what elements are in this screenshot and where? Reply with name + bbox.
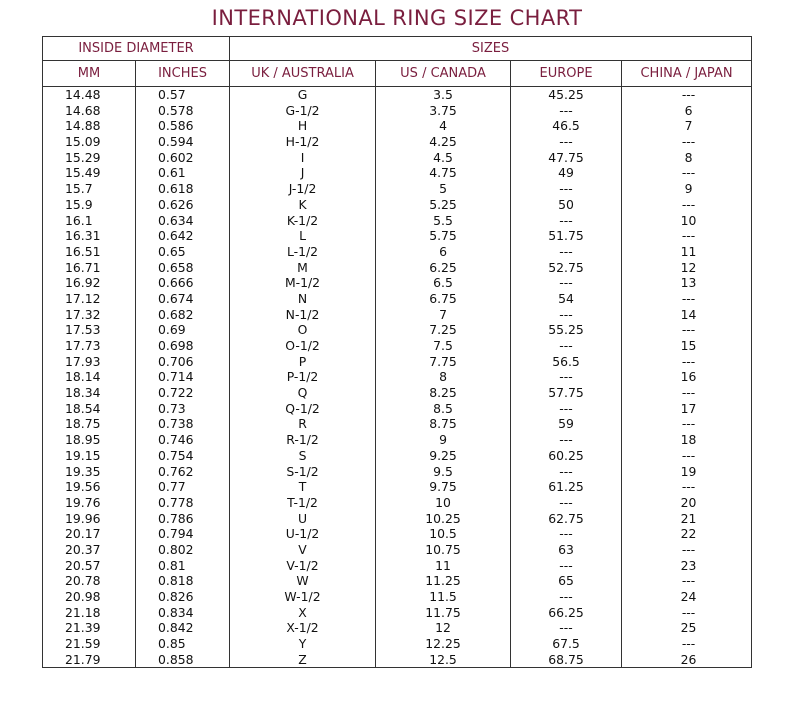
cell-uk-australia: J-1/2 <box>288 181 317 197</box>
cell-uk-australia: H <box>297 118 308 134</box>
cell-us-canada: 10.25 <box>425 510 461 526</box>
cell-europe: 67.5 <box>552 636 580 652</box>
cell-china-japan: 15 <box>680 338 697 353</box>
cell-mm: 20.57 <box>65 557 101 573</box>
cell-uk-australia: G <box>297 87 308 102</box>
cell-us-canada: 6.5 <box>433 275 453 291</box>
cell-us-canada: 6.25 <box>429 259 457 275</box>
cell-us-canada: 9.75 <box>429 479 457 495</box>
cell-us-canada: 7.5 <box>433 338 453 353</box>
cell-us-canada: 4 <box>439 118 447 134</box>
cell-inches: 0.77 <box>158 479 186 495</box>
cell-us-canada: 4.5 <box>433 149 453 165</box>
cell-inches: 0.594 <box>158 134 194 150</box>
cell-us-canada: 9.25 <box>429 447 457 463</box>
cell-mm: 17.73 <box>65 338 101 353</box>
cell-inches: 0.842 <box>158 620 194 636</box>
cell-china-japan: 6 <box>684 102 693 118</box>
cell-us-canada: 8.75 <box>429 416 457 432</box>
cell-mm: 18.95 <box>65 432 101 448</box>
cell-mm: 14.68 <box>65 102 101 118</box>
cell-mm: 20.78 <box>65 573 101 589</box>
cell-europe: 54 <box>558 290 574 306</box>
cell-uk-australia: L-1/2 <box>286 243 319 259</box>
cell-europe: 60.25 <box>548 447 584 463</box>
cell-inches: 0.682 <box>158 306 194 322</box>
cell-mm: 14.88 <box>65 118 101 134</box>
cell-uk-australia: N-1/2 <box>285 306 320 322</box>
cell-europe: 52.75 <box>548 259 584 275</box>
column-header-row <box>43 61 752 87</box>
cell-inches: 0.57 <box>158 87 186 102</box>
cell-mm: 19.96 <box>65 510 101 526</box>
cell-inches: 0.802 <box>158 541 194 557</box>
cell-china-japan: --- <box>681 196 696 212</box>
cell-inches: 0.714 <box>158 369 194 385</box>
cell-uk-australia: K-1/2 <box>286 212 319 228</box>
cell-europe: 47.75 <box>548 149 584 165</box>
column-mm <box>43 87 136 668</box>
cell-uk-australia: O-1/2 <box>285 338 320 353</box>
cell-europe: 65 <box>558 573 574 589</box>
cell-inches: 0.746 <box>158 432 194 448</box>
cell-europe: 63 <box>558 541 574 557</box>
cell-mm: 15.9 <box>65 196 93 212</box>
col-header-uk-australia: UK / AUSTRALIA <box>230 61 376 87</box>
cell-europe: --- <box>559 338 573 353</box>
cell-uk-australia: R-1/2 <box>286 432 319 448</box>
cell-china-japan: 23 <box>680 557 697 573</box>
cell-inches: 0.826 <box>158 589 194 604</box>
cell-mm: 21.39 <box>65 620 101 636</box>
cell-mm: 16.92 <box>65 275 101 291</box>
column-china-japan <box>622 87 752 668</box>
cell-inches: 0.586 <box>158 118 194 134</box>
cell-china-japan: --- <box>681 165 696 181</box>
cell-us-canada: 11.5 <box>429 589 457 604</box>
cell-europe: --- <box>559 212 573 228</box>
cell-us-canada: 3.5 <box>433 87 453 102</box>
cell-uk-australia: V-1/2 <box>286 557 319 573</box>
cell-inches: 0.706 <box>158 353 194 369</box>
cell-china-japan: 16 <box>680 369 697 385</box>
cell-uk-australia: X-1/2 <box>286 620 319 636</box>
cell-inches: 0.658 <box>158 259 194 275</box>
cell-mm: 20.17 <box>65 526 101 542</box>
cell-inches: 0.698 <box>158 338 194 353</box>
cell-china-japan: --- <box>681 385 696 401</box>
cell-china-japan: 11 <box>680 243 697 259</box>
cell-uk-australia: Z <box>298 651 307 667</box>
cell-china-japan: --- <box>681 416 696 432</box>
cell-china-japan: 25 <box>680 620 697 636</box>
cell-china-japan: --- <box>681 228 696 244</box>
cell-inches: 0.834 <box>158 604 194 620</box>
cell-uk-australia: Y <box>298 636 307 652</box>
cell-uk-australia: X <box>298 604 307 620</box>
cell-europe: --- <box>559 526 573 542</box>
cell-us-canada: 12.5 <box>429 651 457 667</box>
cell-uk-australia: U <box>297 510 308 526</box>
cell-us-canada: 10.5 <box>429 526 457 542</box>
cell-us-canada: 7.75 <box>429 353 457 369</box>
cell-us-canada: 8.5 <box>433 400 453 416</box>
cell-mm: 18.54 <box>65 400 101 416</box>
cell-europe: 51.75 <box>548 228 584 244</box>
cell-europe: --- <box>559 275 573 291</box>
cell-europe: 46.5 <box>552 118 580 134</box>
cell-uk-australia: T-1/2 <box>287 494 318 510</box>
cell-mm: 15.29 <box>65 149 101 165</box>
cell-us-canada: 8 <box>439 369 447 385</box>
cell-inches: 0.754 <box>158 447 194 463</box>
column-us-canada <box>376 87 511 668</box>
cell-us-canada: 9.5 <box>433 463 453 479</box>
cell-mm: 20.98 <box>65 589 101 604</box>
cell-europe: --- <box>559 432 573 448</box>
cell-china-japan: 26 <box>680 651 697 667</box>
cell-inches: 0.642 <box>158 228 194 244</box>
cell-mm: 19.35 <box>65 463 101 479</box>
cell-us-canada: 11 <box>435 557 451 573</box>
cell-us-canada: 12 <box>435 620 451 636</box>
cell-uk-australia: P-1/2 <box>286 369 319 385</box>
cell-mm: 18.75 <box>65 416 101 432</box>
cell-us-canada: 10.75 <box>425 541 461 557</box>
cell-europe: 61.25 <box>548 479 584 495</box>
cell-inches: 0.666 <box>158 275 194 291</box>
cell-us-canada: 5.75 <box>429 228 457 244</box>
cell-uk-australia: R <box>298 416 307 432</box>
cell-china-japan: --- <box>681 322 696 338</box>
cell-inches: 0.618 <box>158 181 194 197</box>
cell-china-japan: --- <box>681 636 696 652</box>
cell-uk-australia: W <box>296 573 309 589</box>
col-header-europe: EUROPE <box>511 61 622 87</box>
cell-uk-australia: Q <box>297 385 308 401</box>
cell-china-japan: --- <box>681 87 696 102</box>
col-header-china-japan: CHINA / JAPAN <box>622 61 752 87</box>
cell-europe: --- <box>559 400 573 416</box>
cell-inches: 0.858 <box>158 651 194 667</box>
cell-us-canada: 6 <box>439 243 447 259</box>
col-header-inches: INCHES <box>136 61 230 87</box>
cell-uk-australia: S-1/2 <box>286 463 319 479</box>
cell-inches: 0.69 <box>158 322 186 338</box>
cell-mm: 18.34 <box>65 385 101 401</box>
cell-china-japan: --- <box>681 479 696 495</box>
cell-china-japan: 19 <box>680 463 697 479</box>
cell-china-japan: --- <box>681 290 696 306</box>
cell-uk-australia: H-1/2 <box>285 134 320 150</box>
cell-mm: 21.59 <box>65 636 101 652</box>
cell-uk-australia: J <box>300 165 305 181</box>
cell-europe: --- <box>559 463 573 479</box>
cell-china-japan: --- <box>681 353 696 369</box>
cell-europe: --- <box>559 134 573 150</box>
cell-inches: 0.738 <box>158 416 194 432</box>
cell-mm: 16.31 <box>65 228 101 244</box>
cell-uk-australia: W-1/2 <box>284 589 321 604</box>
cell-uk-australia: M <box>297 259 308 275</box>
cell-inches: 0.578 <box>158 102 194 118</box>
cell-inches: 0.786 <box>158 510 194 526</box>
cell-europe: --- <box>559 243 573 259</box>
cell-mm: 21.79 <box>65 651 101 667</box>
cell-mm: 19.15 <box>65 447 101 463</box>
cell-china-japan: --- <box>681 573 696 589</box>
cell-us-canada: 12.25 <box>425 636 461 652</box>
cell-europe: --- <box>559 102 573 118</box>
cell-inches: 0.778 <box>158 494 194 510</box>
cell-uk-australia: O <box>297 322 308 338</box>
cell-china-japan: --- <box>681 541 696 557</box>
cell-mm: 17.32 <box>65 306 101 322</box>
cell-inches: 0.674 <box>158 290 194 306</box>
cell-europe: 45.25 <box>548 87 584 102</box>
cell-uk-australia: K <box>298 196 307 212</box>
cell-inches: 0.602 <box>158 149 194 165</box>
cell-uk-australia: P <box>298 353 307 369</box>
cell-mm: 21.18 <box>65 604 101 620</box>
cell-inches: 0.762 <box>158 463 194 479</box>
cell-us-canada: 5 <box>439 181 447 197</box>
cell-inches: 0.794 <box>158 526 194 542</box>
cell-europe: 56.5 <box>552 353 580 369</box>
cell-europe: --- <box>559 181 573 197</box>
col-header-mm: MM <box>43 61 136 87</box>
cell-mm: 20.37 <box>65 541 101 557</box>
col-header-us-canada: US / CANADA <box>376 61 511 87</box>
cell-uk-australia: Q-1/2 <box>285 400 320 416</box>
cell-china-japan: --- <box>681 447 696 463</box>
cell-mm: 14.48 <box>65 87 101 102</box>
cell-china-japan: 14 <box>680 306 697 322</box>
cell-uk-australia: G-1/2 <box>285 102 320 118</box>
chart-title: INTERNATIONAL RING SIZE CHART <box>211 6 583 30</box>
cell-us-canada: 5.5 <box>433 212 453 228</box>
cell-mm: 16.71 <box>65 259 101 275</box>
cell-inches: 0.81 <box>158 557 186 573</box>
cell-mm: 16.1 <box>65 212 93 228</box>
cell-mm: 19.56 <box>65 479 101 495</box>
cell-china-japan: --- <box>681 604 696 620</box>
cell-mm: 15.7 <box>65 181 93 197</box>
cell-us-canada: 9 <box>439 432 447 448</box>
cell-china-japan: 18 <box>680 432 697 448</box>
cell-europe: 49 <box>558 165 574 181</box>
cell-us-canada: 10 <box>435 494 451 510</box>
cell-uk-australia: I <box>300 149 305 165</box>
cell-us-canada: 4.25 <box>429 134 457 150</box>
cell-inches: 0.85 <box>158 636 186 652</box>
ring-size-table <box>42 36 752 668</box>
cell-europe: --- <box>559 494 573 510</box>
cell-us-canada: 11.75 <box>425 604 461 620</box>
cell-mm: 17.53 <box>65 322 101 338</box>
cell-uk-australia: V <box>298 541 307 557</box>
cell-mm: 19.76 <box>65 494 101 510</box>
cell-china-japan: 9 <box>684 181 693 197</box>
group-header-row <box>43 37 752 61</box>
cell-us-canada: 6.75 <box>429 290 457 306</box>
cell-uk-australia: L <box>299 228 306 244</box>
cell-us-canada: 4.75 <box>429 165 457 181</box>
cell-china-japan: 20 <box>680 494 697 510</box>
table-body <box>43 87 752 668</box>
cell-us-canada: 5.25 <box>429 196 457 212</box>
cell-europe: 68.75 <box>548 651 584 667</box>
cell-mm: 18.14 <box>65 369 101 385</box>
cell-us-canada: 7.25 <box>429 322 457 338</box>
cell-us-canada: 7 <box>439 306 447 322</box>
cell-inches: 0.65 <box>158 243 186 259</box>
column-europe <box>511 87 622 668</box>
cell-inches: 0.722 <box>158 385 194 401</box>
cell-us-canada: 8.25 <box>429 385 457 401</box>
column-uk-australia <box>230 87 376 668</box>
cell-europe: --- <box>559 369 573 385</box>
cell-europe: 57.75 <box>548 385 584 401</box>
cell-mm: 15.09 <box>65 134 101 150</box>
cell-china-japan: --- <box>681 134 696 150</box>
cell-inches: 0.818 <box>158 573 194 589</box>
cell-china-japan: 10 <box>680 212 697 228</box>
cell-uk-australia: N <box>297 290 308 306</box>
cell-china-japan: 17 <box>680 400 697 416</box>
cell-us-canada: 11.25 <box>425 573 461 589</box>
cell-mm: 16.51 <box>65 243 101 259</box>
cell-inches: 0.61 <box>158 165 186 181</box>
cell-china-japan: 7 <box>684 118 693 134</box>
cell-inches: 0.73 <box>158 400 186 416</box>
cell-china-japan: 12 <box>680 259 697 275</box>
cell-mm: 15.49 <box>65 165 101 181</box>
cell-uk-australia: S <box>298 447 307 463</box>
cell-mm: 17.93 <box>65 353 101 369</box>
cell-china-japan: 21 <box>680 510 697 526</box>
cell-europe: --- <box>559 557 573 573</box>
cell-china-japan: 8 <box>684 149 693 165</box>
cell-europe: --- <box>559 620 573 636</box>
cell-europe: 66.25 <box>548 604 584 620</box>
group-sizes: SIZES <box>230 37 752 61</box>
cell-uk-australia: M-1/2 <box>284 275 321 291</box>
cell-europe: 55.25 <box>548 322 584 338</box>
cell-europe: 59 <box>558 416 574 432</box>
cell-europe: --- <box>559 589 573 604</box>
cell-china-japan: 13 <box>680 275 697 291</box>
cell-europe: --- <box>559 306 573 322</box>
cell-china-japan: 24 <box>680 589 697 604</box>
cell-uk-australia: U-1/2 <box>285 526 320 542</box>
column-inches <box>136 87 230 668</box>
cell-europe: 50 <box>558 196 574 212</box>
cell-china-japan: 22 <box>680 526 697 542</box>
cell-mm: 17.12 <box>65 290 101 306</box>
cell-inches: 0.634 <box>158 212 194 228</box>
cell-uk-australia: T <box>298 479 307 495</box>
cell-inches: 0.626 <box>158 196 194 212</box>
group-inside-diameter: INSIDE DIAMETER <box>43 37 230 61</box>
cell-europe: 62.75 <box>548 510 584 526</box>
cell-us-canada: 3.75 <box>429 102 457 118</box>
